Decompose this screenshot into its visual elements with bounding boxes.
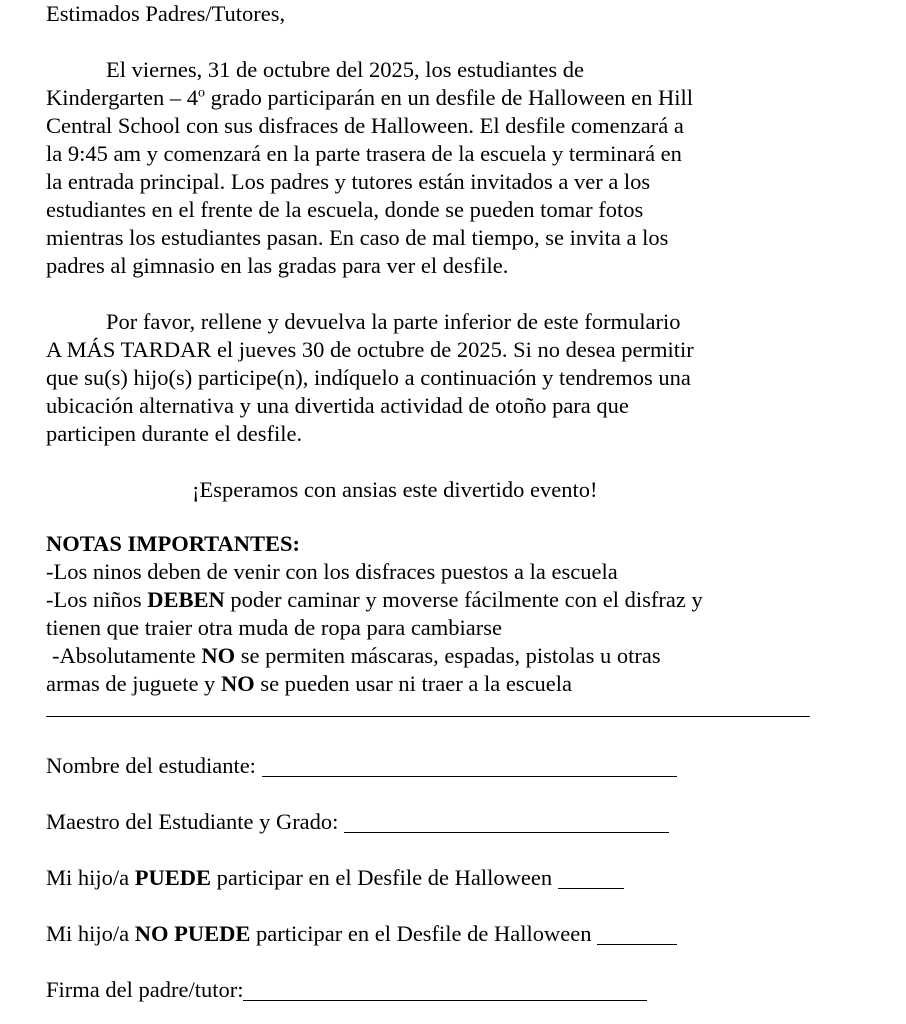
paragraph-line: que su(s) hijo(s) participe(n), indíquelo a continuación y tendremos una (46, 365, 691, 390)
closing-line: ¡Esperamos con ansias este divertido evento! (192, 477, 598, 502)
signature-row (46, 976, 647, 1004)
student-name-blank[interactable] (262, 756, 677, 777)
note-item: -Los ninos deben de venir con los disfraces puestos a la escuela (46, 559, 618, 584)
cannot-participate-blank[interactable] (597, 924, 677, 945)
note-item-continued (46, 670, 572, 698)
emphasis: NO PUEDE (134, 921, 251, 946)
superscript: o (198, 85, 206, 101)
text-segment: Mi hijo/a (46, 865, 135, 890)
paragraph-line: estudiantes en el frente de la escuela, donde se pueden tomar fotos (46, 197, 644, 222)
text-segment: participar en el Desfile de Halloween (250, 921, 598, 946)
text-segment: participar en el Desfile de Halloween (211, 865, 558, 890)
text-segment: poder caminar y moverse fácilmente con el disfraz y (224, 587, 703, 612)
paragraph-line: la 9:45 am y comenzará en la parte trasera de la escuela y terminará en (46, 141, 682, 166)
paragraph-line: mientras los estudiantes pasan. En caso de mal tiempo, se invita a los (46, 225, 669, 250)
paragraph-line: A MÁS TARDAR el jueves 30 de octubre de 2025. Si no desea permitir (46, 337, 694, 362)
text-segment: se pueden usar ni traer a la escuela (254, 671, 573, 696)
paragraph-line: El viernes, 31 de octubre del 2025, los estudiantes de (106, 57, 585, 82)
emphasis: NO (201, 643, 236, 668)
signature-blank[interactable] (243, 980, 647, 1001)
paragraph-line: Por favor, rellene y devuelva la parte inferior de este formulario (106, 309, 681, 334)
text-segment: Kindergarten – 4 (46, 85, 199, 110)
cannot-participate-row (46, 920, 677, 948)
student-name-row (46, 752, 677, 780)
text-segment: Mi hijo/a (46, 921, 135, 946)
notes-heading-text: NOTAS IMPORTANTES: (46, 531, 301, 556)
note-item-continued: tienen que traier otra muda de ropa para cambiarse (46, 615, 503, 640)
note-item (46, 586, 703, 614)
text-segment: grado participarán en un desfile de Halloween en Hill (205, 85, 693, 110)
paragraph-line: Central School con sus disfraces de Halloween. El desfile comenzará a (46, 113, 684, 138)
paragraph-line: la entrada principal. Los padres y tutores están invitados a ver a los (46, 169, 651, 194)
teacher-grade-label: Maestro del Estudiante y Grado: (46, 809, 345, 834)
teacher-grade-blank[interactable] (344, 812, 669, 833)
can-participate-blank[interactable] (558, 868, 624, 889)
emphasis: DEBEN (147, 587, 225, 612)
paragraph-line: ubicación alternativa y una divertida actividad de otoño para que (46, 393, 629, 418)
student-name-label: Nombre del estudiante: (46, 753, 262, 778)
signature-label: Firma del padre/tutor: (46, 977, 244, 1002)
greeting: Estimados Padres/Tutores, (46, 1, 286, 26)
paragraph-line: padres al gimnasio en las gradas para ver el desfile. (46, 253, 509, 278)
text-segment: armas de juguete y (46, 671, 221, 696)
teacher-grade-row (46, 808, 669, 836)
text-segment: se permiten máscaras, espadas, pistolas u otras (235, 643, 661, 668)
note-item (52, 642, 661, 670)
text-segment: -Absolutamente (52, 643, 202, 668)
paragraph-line (46, 84, 693, 112)
emphasis: PUEDE (134, 865, 212, 890)
cut-divider (46, 716, 810, 717)
can-participate-row (46, 864, 624, 892)
text-segment: -Los niños (46, 587, 148, 612)
emphasis: NO (220, 671, 255, 696)
notes-heading (46, 530, 300, 558)
paragraph-line: participen durante el desfile. (46, 421, 303, 446)
